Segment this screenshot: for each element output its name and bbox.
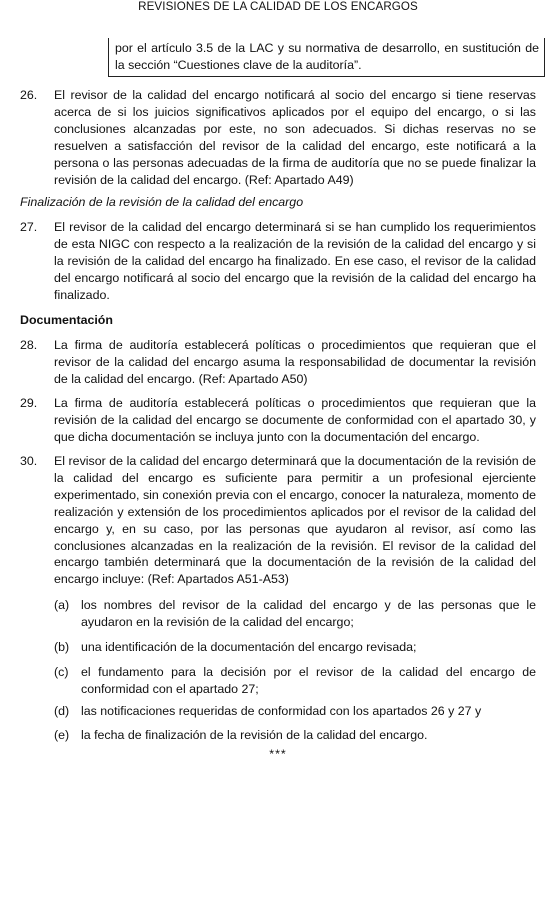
subitem-e bbox=[54, 727, 536, 744]
paragraph-number: 26. bbox=[20, 88, 38, 102]
end-mark: *** bbox=[269, 747, 287, 761]
subitem-label: (b) bbox=[54, 640, 70, 654]
paragraph-text: El revisor de la calidad del encargo determinará que la documentación de la revisión de la calidad del encargo es suficiente para permitir a un profesional ejerciente experimentado, sin conexión previa con el encargo, conocer la naturaleza, momento de realización y extensión de los procedimientos aplicados por el revisor de la calidad del encargo y, en su caso, por las personas que ayudaron al revisor, así como las conclusiones alcanzadas en la realización de la revisión. El revisor de la calidad del encargo también determinará que la documentación de la revisión de la calidad del encargo incluye: (Ref: Apartados A51-A53) bbox=[54, 454, 536, 587]
paragraph-text: El revisor de la calidad del encargo determinará si se han cumplido los requerimientos de esta NIGC con respecto a la realización de la revisión de la calidad del encargo y si la revisión de la calidad del encargo ha finalizado. En ese caso, el revisor de la calidad del encargo notificará al socio del encargo que la revisión de la calidad del encargo ha finalizado. bbox=[54, 220, 536, 302]
subitem-text: una identificación de la documentación del encargo revisada; bbox=[81, 640, 417, 654]
subitem-d bbox=[54, 703, 536, 720]
paragraph-26 bbox=[20, 87, 536, 188]
subitem-text: los nombres del revisor de la calidad del encargo y de las personas que le ayudaron en la revisión de la calidad del encargo; bbox=[81, 598, 536, 629]
paragraph-number: 29. bbox=[20, 396, 38, 410]
subitem-c bbox=[54, 664, 536, 698]
subitem-text: la fecha de finalización de la revisión de la calidad del encargo. bbox=[81, 728, 428, 742]
subitem-label: (c) bbox=[54, 665, 69, 679]
subitem-b bbox=[54, 639, 536, 656]
subitem-a bbox=[54, 597, 536, 631]
subitem-text: las notificaciones requeridas de conformidad con los apartados 26 y 27 y bbox=[81, 704, 482, 718]
section-heading-finalizacion: Finalización de la revisión de la calidad del encargo bbox=[20, 195, 304, 209]
paragraph-text: El revisor de la calidad del encargo notificará al socio del encargo si tiene reservas acerca de si los juicios significativos aplicados por el equipo del encargo, o si las conclusiones alcanzadas por este, no son adecuados. Si dichas reservas no se resuelven a satisfacción del revisor de la calidad del encargo, este notificará a la persona o las personas adecuadas de la firma de auditoría que no se puede finalizar la revisión de la calidad del encargo. (Ref: Apartado A49) bbox=[54, 88, 536, 187]
boxed-continuation-text: por el artículo 3.5 de la LAC y su normativa de desarrollo, en sustitución de la sección “Cuestiones clave de la auditoría”. bbox=[108, 38, 545, 77]
paragraph-number: 30. bbox=[20, 454, 38, 468]
paragraph-text: La firma de auditoría establecerá políticas o procedimientos que requieran que el revisor de la calidad del encargo asuma la responsabilidad de documentar la revisión de la calidad del encargo. (Ref: Apartado A50) bbox=[54, 338, 536, 386]
paragraph-28 bbox=[20, 337, 536, 388]
paragraph-text: La firma de auditoría establecerá políticas o procedimientos que requieran que la revisión de la calidad del encargo se documente de conformidad con el apartado 30, y que dicha documentación se incluya junto con la documentación del encargo. bbox=[54, 396, 536, 444]
page-header: REVISIONES DE LA CALIDAD DE LOS ENCARGOS bbox=[138, 0, 418, 13]
subitem-label: (a) bbox=[54, 598, 70, 612]
paragraph-27 bbox=[20, 219, 536, 304]
paragraph-number: 27. bbox=[20, 220, 38, 234]
section-heading-documentacion: Documentación bbox=[20, 313, 113, 327]
subitem-label: (d) bbox=[54, 704, 70, 718]
paragraph-29 bbox=[20, 395, 536, 446]
subitem-text: el fundamento para la decisión por el revisor de la calidad del encargo de conformidad con el apartado 27; bbox=[81, 665, 536, 696]
paragraph-30 bbox=[20, 453, 536, 588]
subitem-label: (e) bbox=[54, 728, 70, 742]
paragraph-number: 28. bbox=[20, 338, 38, 352]
